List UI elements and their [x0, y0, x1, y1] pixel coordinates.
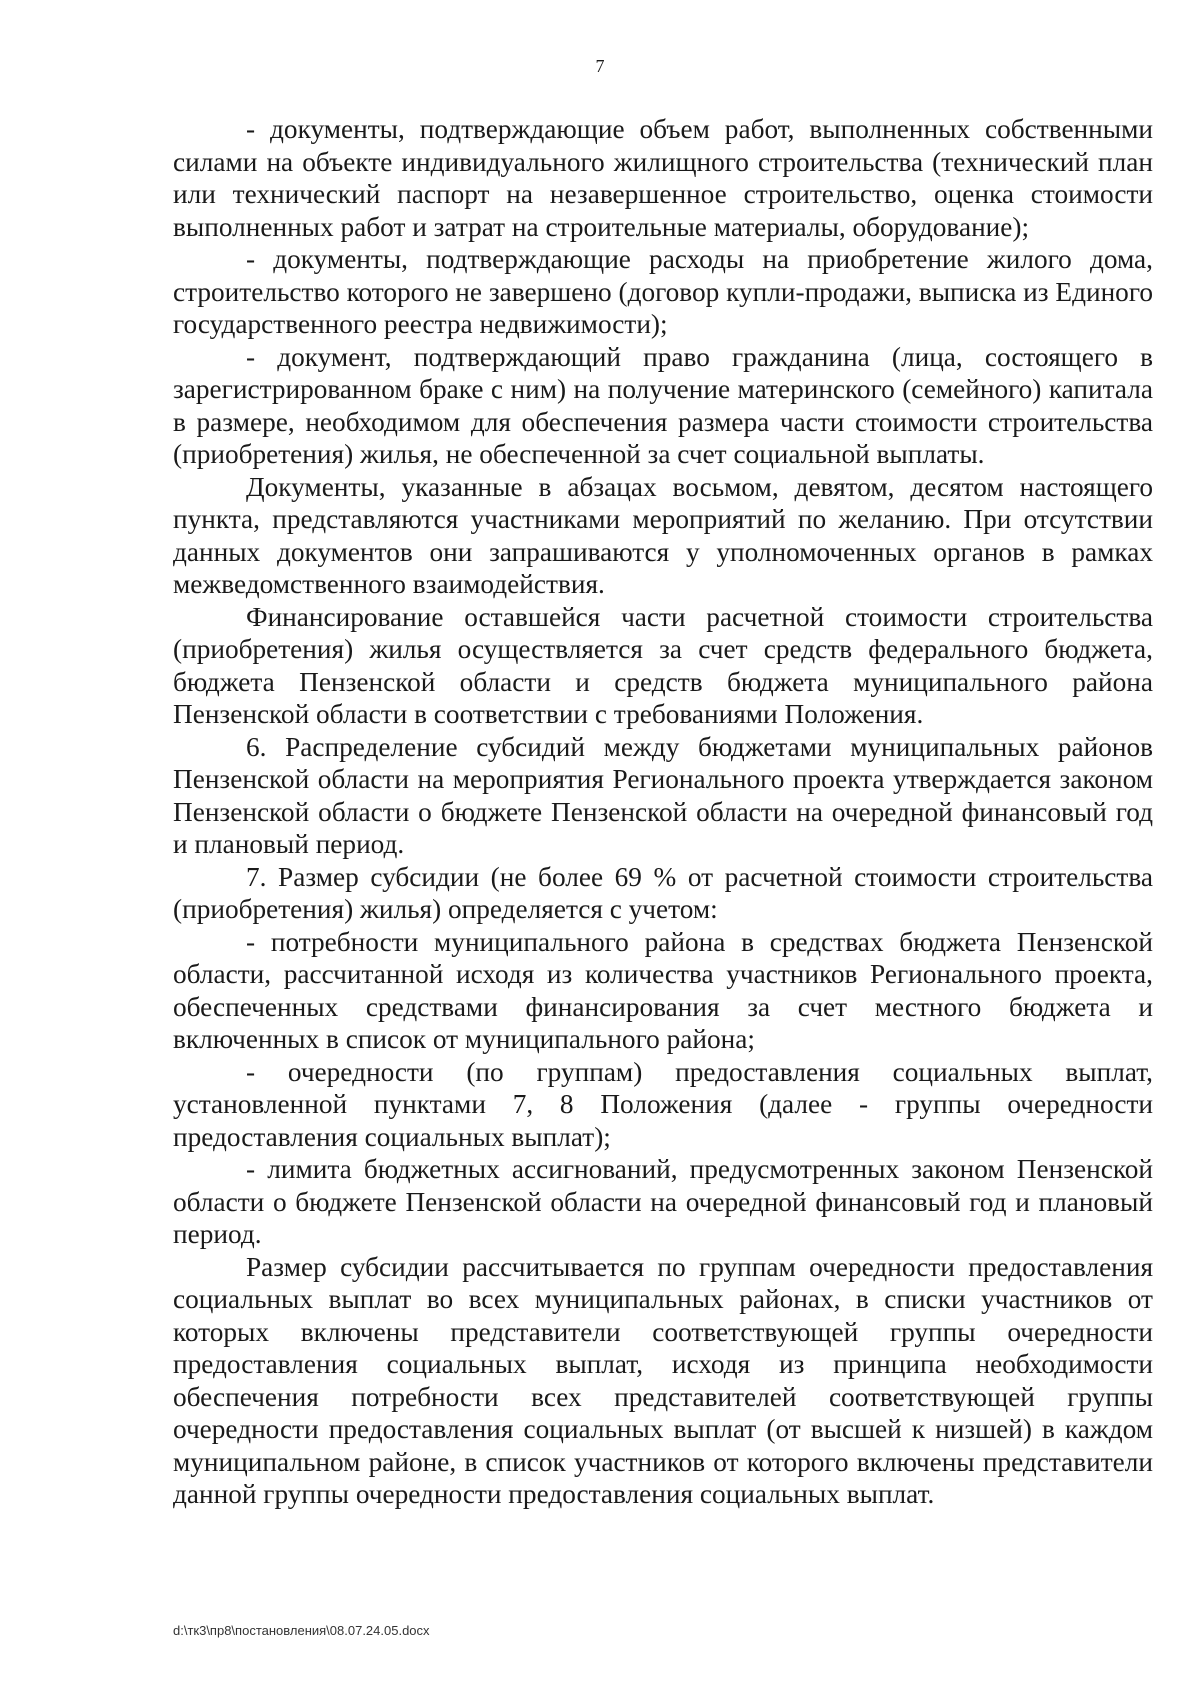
- paragraph: Размер субсидии рассчитывается по группам очередности предоставления социальных выплат во всех муниципальных районах, в списки участников от которых включены представители соответствующей группы очередности предоставления социальных выплат, исходя из принципа необходимости обеспечения потребности всех представителей соответствующей группы очередности предоставления социальных выплат (от высшей к низшей) в каждом муниципальном районе, в список участников от которого включены представители данной группы очередности предоставления социальных выплат.: [173, 1251, 1153, 1509]
- footer-file-path: d:\тк3\пр8\постановления\08.07.24.05.docx: [173, 1623, 430, 1638]
- paragraph: - документы, подтверждающие расходы на приобретение жилого дома, строительство которого не завершено (договор купли-продажи, выписка из Единого государственного реестра недвижимости);: [173, 244, 1153, 339]
- paragraph: 6. Распределение субсидий между бюджетами муниципальных районов Пензенской области на мероприятия Регионального проекта утверждается законом Пензенской области о бюджете Пензенской области на очередной финансовый год и плановый период.: [173, 731, 1153, 859]
- document-body: [173, 113, 1153, 1511]
- paragraph: - очередности (по группам) предоставления социальных выплат, установленной пунктами 7, 8 Положения (далее - группы очередности предоставления социальных выплат);: [173, 1056, 1153, 1152]
- page-number: 7: [595, 56, 605, 76]
- paragraph: Финансирование оставшейся части расчетной стоимости строительства (приобретения) жилья осуществляется за счет средств федерального бюджета, бюджета Пензенской области и средств бюджета муниципального района Пензенской области в соответствии с требованиями Положения.: [173, 601, 1153, 729]
- paragraph: 7. Размер субсидии (не более 69 % от расчетной стоимости строительства (приобретения) жилья) определяется с учетом:: [173, 861, 1153, 924]
- paragraph: - документ, подтверждающий право гражданина (лица, состоящего в зарегистрированном браке с ним) на получение материнского (семейного) капитала в размере, необходимом для обеспечения размера части стоимости строительства (приобретения) жилья, не обеспеченной за счет социальной выплаты.: [173, 341, 1153, 469]
- paragraph: Документы, указанные в абзацах восьмом, девятом, десятом настоящего пункта, представляются участниками мероприятий по желанию. При отсутствии данных документов они запрашиваются у уполномоченных органов в рамках межведомственного взаимодействия.: [173, 471, 1153, 599]
- paragraph: - лимита бюджетных ассигнований, предусмотренных законом Пензенской области о бюджете Пензенской области на очередной финансовый год и плановый период.: [173, 1154, 1153, 1249]
- paragraph: - потребности муниципального района в средствах бюджета Пензенской области, рассчитанной исходя из количества участников Регионального проекта, обеспеченных средствами финансирования за счет местного бюджета и включенных в список от муниципального района;: [173, 926, 1153, 1054]
- paragraph: - документы, подтверждающие объем работ, выполненных собственными силами на объекте индивидуального жилищного строительства (технический план или технический паспорт на незавершенное строительство, оценка стоимости выполненных работ и затрат на строительные материалы, оборудование);: [173, 114, 1153, 242]
